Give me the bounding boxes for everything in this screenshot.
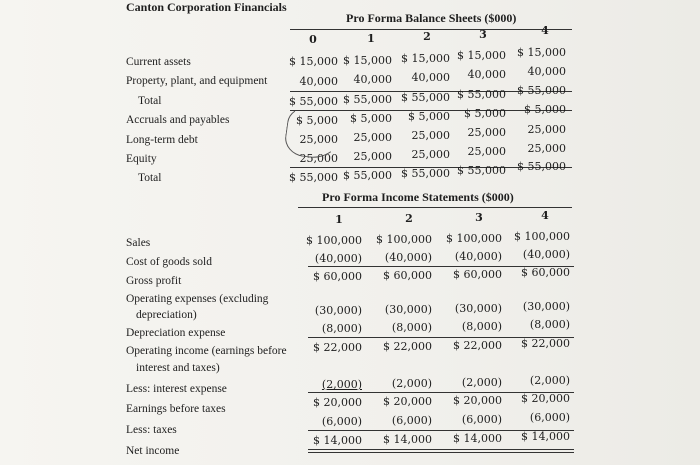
bs-cell: $ 55,000 [517,84,566,97]
bs-cell: $ 15,000 [457,49,506,62]
bs-cell: $ 5,000 [464,107,506,120]
bs-cell: 25,000 [353,150,392,163]
is-cell: (40,000) [454,250,502,263]
is-cell: $ 20,000 [453,394,502,407]
is-cell: $ 22,000 [383,340,432,353]
is-col-head-4: 4 [541,209,549,222]
is-cell: (40,000) [384,251,432,264]
bs-label-total-claims: Total [138,172,162,184]
bs-cell: $ 55,000 [401,167,450,180]
bs-label-equity: Equity [126,153,157,165]
is-label-gross-profit: Gross profit [126,275,182,287]
bs-label-ltd: Long-term debt [126,134,198,146]
is-label-ebt: Earnings before taxes [126,403,226,415]
bs-label-total-assets: Total [138,95,162,107]
is-cell: (8,000) [321,322,362,335]
is-cell: $ 22,000 [453,339,502,352]
bs-col-head-1: 1 [367,32,375,45]
is-label-taxes: Less: taxes [126,424,177,436]
is-label-opinc-line1: Operating income (earnings before [126,345,287,357]
is-cell: $ 20,000 [313,396,362,409]
is-cell: (2,000) [461,376,502,389]
bs-col-head-4: 4 [541,24,549,37]
bs-cell: 40,000 [299,75,338,88]
is-col-head-3: 3 [475,211,483,224]
is-cell: $ 14,000 [521,430,570,443]
is-cell: (6,000) [529,411,570,424]
bs-cell: 40,000 [411,71,450,84]
is-cell: (30,000) [522,300,570,313]
bs-cell: 25,000 [527,142,566,155]
is-label-depreciation: Depreciation expense [126,327,226,339]
bs-cell: $ 15,000 [343,54,392,67]
bs-cell: 25,000 [353,131,392,144]
is-cell: $ 100,000 [514,230,570,243]
bs-cell: 25,000 [467,145,506,158]
is-label-sales: Sales [126,237,151,249]
is-label-net-income: Net income [126,445,180,457]
is-cell: (2,000) [321,378,362,391]
document-title: Canton Corporation Financials [126,0,287,14]
bs-cell: $ 55,000 [457,164,506,177]
bs-cell: $ 15,000 [289,55,338,68]
is-cell: $ 14,000 [453,432,502,445]
is-cell: $ 100,000 [446,232,502,245]
is-col-head-2: 2 [405,212,413,225]
is-cell: (8,000) [461,320,502,333]
bs-cell: 25,000 [527,123,566,136]
income-statement-title-rule [298,207,572,208]
bs-cell: 25,000 [467,126,506,139]
is-cell: (2,000) [529,374,570,387]
bs-cell: $ 55,000 [343,169,392,182]
bs-cell: $ 15,000 [401,52,450,65]
is-cell: (2,000) [391,377,432,390]
bs-cell: $ 5,000 [296,114,338,127]
bs-label-accruals: Accruals and payables [126,114,230,126]
is-cell: $ 20,000 [521,392,570,405]
bs-cell: 25,000 [411,129,450,142]
is-cell: (6,000) [461,413,502,426]
bs-cell: $ 55,000 [289,95,338,108]
is-label-opex-line1: Operating expenses (excluding [126,293,269,305]
is-cell: (6,000) [321,415,362,428]
bs-cell: $ 55,000 [457,88,506,101]
is-cell: $ 60,000 [521,266,570,279]
is-cell: (40,000) [314,252,362,265]
bs-cell: 25,000 [411,148,450,161]
is-cell: $ 14,000 [313,434,362,447]
bs-cell: $ 55,000 [289,171,338,184]
bs-cell: 40,000 [527,65,566,78]
is-cell: (8,000) [391,321,432,334]
income-statement-title: Pro Forma Income Statements ($000) [322,190,514,204]
is-cell: (8,000) [529,318,570,331]
is-cell: (40,000) [522,248,570,261]
is-cell: $ 20,000 [383,395,432,408]
bs-cell: $ 55,000 [517,160,566,173]
bs-col-head-2: 2 [423,30,431,43]
is-cell: $ 100,000 [306,234,362,247]
is-label-cogs: Cost of goods sold [126,256,212,268]
bs-cell: 25,000 [299,133,338,146]
bs-col-head-0: 0 [309,33,317,46]
is-cell: $ 100,000 [376,233,432,246]
is-cell: $ 22,000 [313,341,362,354]
is-cell: $ 60,000 [383,269,432,282]
is-cell: $ 14,000 [383,433,432,446]
bs-cell: $ 5,000 [350,112,392,125]
bs-cell: 40,000 [353,73,392,86]
bs-col-head-3: 3 [479,28,487,41]
bs-cell: 40,000 [467,68,506,81]
bs-cell: 25,000 [299,152,338,165]
bs-cell: $ 15,000 [517,46,566,59]
is-cell: $ 22,000 [521,337,570,350]
bs-cell: $ 55,000 [343,93,392,106]
balance-sheet-title: Pro Forma Balance Sheets ($000) [346,11,517,25]
is-cell: (6,000) [391,414,432,427]
is-cell: $ 60,000 [313,270,362,283]
is-label-opex-line2: depreciation) [136,309,197,321]
is-label-interest: Less: interest expense [126,383,227,395]
is-cell: (30,000) [314,304,362,317]
bs-cell: $ 55,000 [401,91,450,104]
is-cell: $ 60,000 [453,268,502,281]
bs-cell: $ 5,000 [408,110,450,123]
bs-cell: $ 5,000 [524,103,566,116]
is-cell: (30,000) [454,302,502,315]
is-total-rule [308,449,574,450]
is-total-double-rule [308,452,574,453]
is-label-opinc-line2: interest and taxes) [136,362,220,374]
bs-label-ppe: Property, plant, and equipment [126,75,268,87]
bs-label-current-assets: Current assets [126,56,191,68]
is-cell: (30,000) [384,303,432,316]
is-col-head-1: 1 [335,213,343,226]
